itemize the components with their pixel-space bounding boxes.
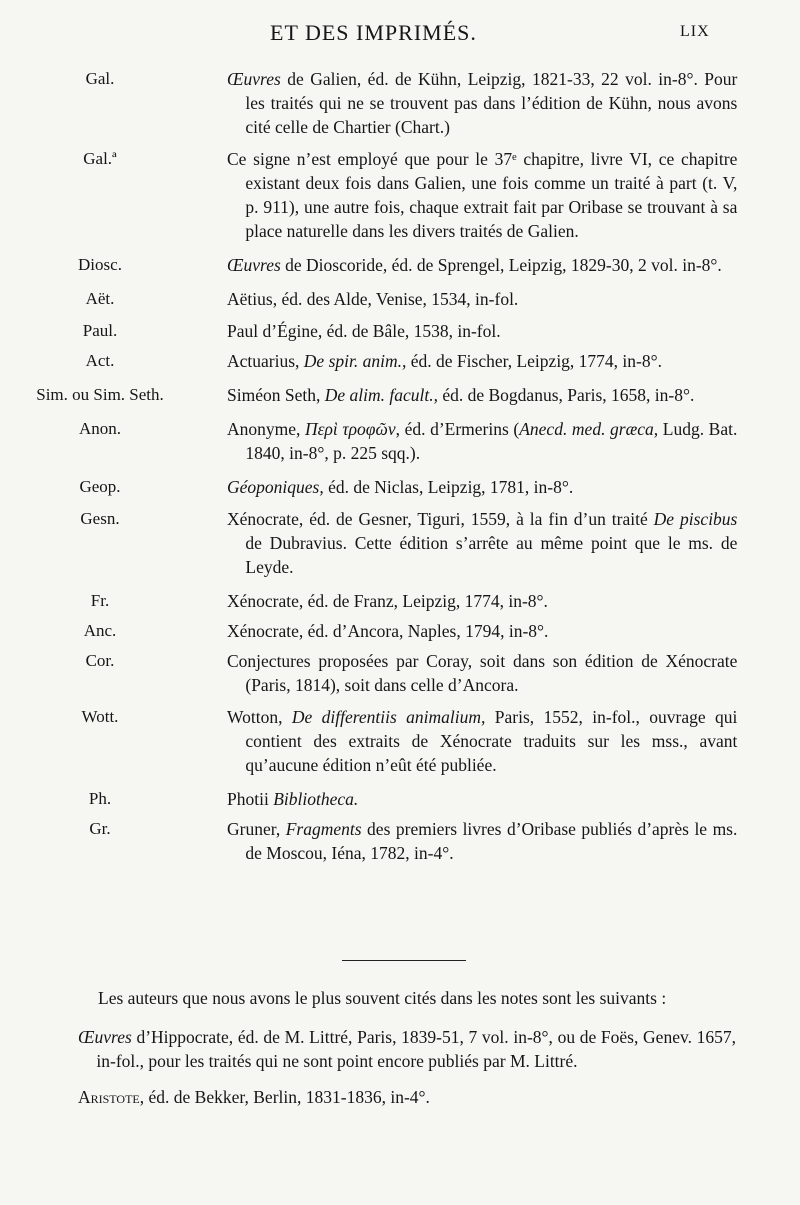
abbreviation-label: Wott. xyxy=(81,707,119,726)
abbreviation-entry xyxy=(0,475,800,499)
abbreviation-entry xyxy=(0,589,800,613)
abbreviation-entry xyxy=(0,649,800,697)
running-title: ET DES IMPRIMÉS. xyxy=(270,20,477,45)
abbreviation-description xyxy=(227,475,737,499)
italic-text: De spir. anim., xyxy=(303,351,407,371)
smallcaps-text: Aristote xyxy=(78,1087,140,1107)
text-run: Xénocrate, éd. d’Ancora, Naples, 1794, in-8°. xyxy=(227,621,549,641)
abbreviation-entry xyxy=(0,287,800,311)
abbreviation-label: Diosc. xyxy=(78,255,122,274)
abbreviation-entry xyxy=(0,349,800,373)
abbreviation-description xyxy=(227,589,737,613)
abbreviation-label: Aët. xyxy=(85,289,115,308)
abbreviation-entry xyxy=(0,383,800,407)
cited-author-entry xyxy=(78,1025,736,1073)
abbreviation-entry xyxy=(0,619,800,643)
abbreviation-description xyxy=(227,787,737,811)
italic-text: De differentiis animalium, xyxy=(291,707,486,727)
abbreviation-label: Fr. xyxy=(90,591,110,610)
abbreviation-entry xyxy=(0,507,800,579)
text-run: Gruner, xyxy=(227,819,286,839)
abbreviation-description xyxy=(227,253,737,277)
page-header xyxy=(0,20,800,50)
abbreviation-entry xyxy=(0,705,800,777)
abbreviation-description xyxy=(227,417,737,465)
abbreviation-description xyxy=(227,705,737,777)
abbreviation-label: Gal.ª xyxy=(83,149,117,168)
abbreviation-entry xyxy=(0,817,800,865)
text-run: , éd. d’Ermerins ( xyxy=(395,419,520,439)
italic-text: Περὶ τροφῶν xyxy=(305,419,396,439)
abbreviation-description xyxy=(227,67,737,139)
text-run: Conjectures proposées par Coray, soit dans son édition de Xénocrate (Paris, 1814), soit dans celle d’Ancora. xyxy=(227,651,738,695)
text-run: Paris, 1552, in-fol., ouvrage qui contient des extraits de Xénocrate traduits sur les mss., avant qu’aucune édition n’eût été publiée. xyxy=(245,707,738,775)
abbreviation-label: Paul. xyxy=(82,321,118,340)
abbreviation-entry xyxy=(0,147,800,243)
abbreviation-label: Gal. xyxy=(85,69,115,88)
notes-intro: Les auteurs que nous avons le plus souvent cités dans les notes sont les suivants : xyxy=(98,988,667,1008)
abbreviation-label: Ph. xyxy=(88,789,112,808)
abbreviation-label: Act. xyxy=(85,351,115,370)
text-run: Ludg. Bat. 1840, in-8°, p. 225 sqq.). xyxy=(245,419,738,463)
italic-text: Fragments xyxy=(285,819,362,839)
italic-text: De alim. facult., xyxy=(324,385,438,405)
abbreviation-description xyxy=(227,287,737,311)
abbreviation-description xyxy=(227,817,737,865)
section-divider xyxy=(342,960,466,961)
text-run: des premiers livres d’Oribase publiés d’après le ms. de Moscou, Iéna, 1782, in-4°. xyxy=(245,819,738,863)
abbreviation-list xyxy=(0,67,800,865)
text-run: d’Hippocrate, éd. de M. Littré, Paris, 1839-51, 7 vol. in-8°, ou de Foës, Genev. 1657, in-fol., pour les traités qui ne sont point encore publiés par M. Littré. xyxy=(96,1027,736,1071)
abbreviation-description xyxy=(227,349,737,373)
abbreviation-label: Gr. xyxy=(89,819,111,838)
text-run: Xénocrate, éd. de Franz, Leipzig, 1774, in-8°. xyxy=(227,591,548,611)
text-run: de Dioscoride, éd. de Sprengel, Leipzig, 1829-30, 2 vol. in-8°. xyxy=(280,255,722,275)
text-run: éd. de Fischer, Leipzig, 1774, in-8°. xyxy=(406,351,662,371)
page-number: LIX xyxy=(680,23,710,40)
text-run: Wotton, xyxy=(227,707,292,727)
cited-author-entry xyxy=(78,1085,736,1109)
abbreviation-description xyxy=(227,619,737,643)
italic-text: De piscibus xyxy=(653,509,738,529)
text-run: Xénocrate, éd. de Gesner, Tiguri, 1559, à la fin d’un traité xyxy=(227,509,654,529)
abbreviation-entry xyxy=(0,417,800,465)
text-run: éd. de Bogdanus, Paris, 1658, in-8°. xyxy=(437,385,695,405)
abbreviation-entry xyxy=(0,253,800,277)
abbreviation-label: Anc. xyxy=(83,621,117,640)
abbreviation-description xyxy=(227,649,737,697)
abbreviation-label: Anon. xyxy=(78,419,122,438)
text-run: Photii xyxy=(227,789,274,809)
italic-text: Œuvres xyxy=(227,255,281,275)
abbreviation-entry xyxy=(0,67,800,139)
text-run: Aëtius, éd. des Alde, Venise, 1534, in-fol. xyxy=(227,289,519,309)
text-run: Anonyme, xyxy=(227,419,305,439)
abbreviation-entry xyxy=(0,787,800,811)
italic-text: Bibliotheca. xyxy=(273,789,359,809)
abbreviation-description xyxy=(227,319,737,343)
abbreviation-label: Gesn. xyxy=(80,509,120,528)
abbreviation-entry xyxy=(0,319,800,343)
text-run: , éd. de Bekker, Berlin, 1831-1836, in-4°. xyxy=(139,1087,430,1107)
italic-text: Anecd. med. græca, xyxy=(519,419,659,439)
text-run: Paul d’Égine, éd. de Bâle, 1538, in-fol. xyxy=(227,321,501,341)
text-run: de Galien, éd. de Kühn, Leipzig, 1821-33, 22 vol. in-8°. Pour les traités qui ne se trouvent pas dans l’édition de Kühn, nous avons cité celle de Chartier (Chart.) xyxy=(245,69,738,137)
italic-text: Œuvres xyxy=(227,69,281,89)
abbreviation-label: Sim. ou Sim. Seth. xyxy=(36,385,164,404)
text-run: Actuarius, xyxy=(227,351,304,371)
abbreviation-label: Cor. xyxy=(85,651,115,670)
text-run: de Dubravius. Cette édition s’arrête au même point que le ms. de Leyde. xyxy=(245,533,738,577)
abbreviation-label: Geop. xyxy=(79,477,121,496)
abbreviation-description xyxy=(227,507,737,579)
text-run: Ce signe n’est employé que pour le 37ᵉ chapitre, livre VI, ce chapitre existant deux fois dans Galien, une fois comme un traité à part (t. V, p. 911), une autre fois, chaque extrait fait par Oribase se trouvant à sa place naturelle dans les divers traités de Galien. xyxy=(227,149,738,241)
italic-text: Géoponiques, xyxy=(227,477,324,497)
italic-text: Œuvres xyxy=(78,1027,132,1047)
text-run: éd. de Niclas, Leipzig, 1781, in-8°. xyxy=(323,477,574,497)
abbreviation-description xyxy=(227,147,737,243)
text-run: Siméon Seth, xyxy=(227,385,325,405)
notes-section xyxy=(78,985,736,1121)
abbreviation-description xyxy=(227,383,737,407)
